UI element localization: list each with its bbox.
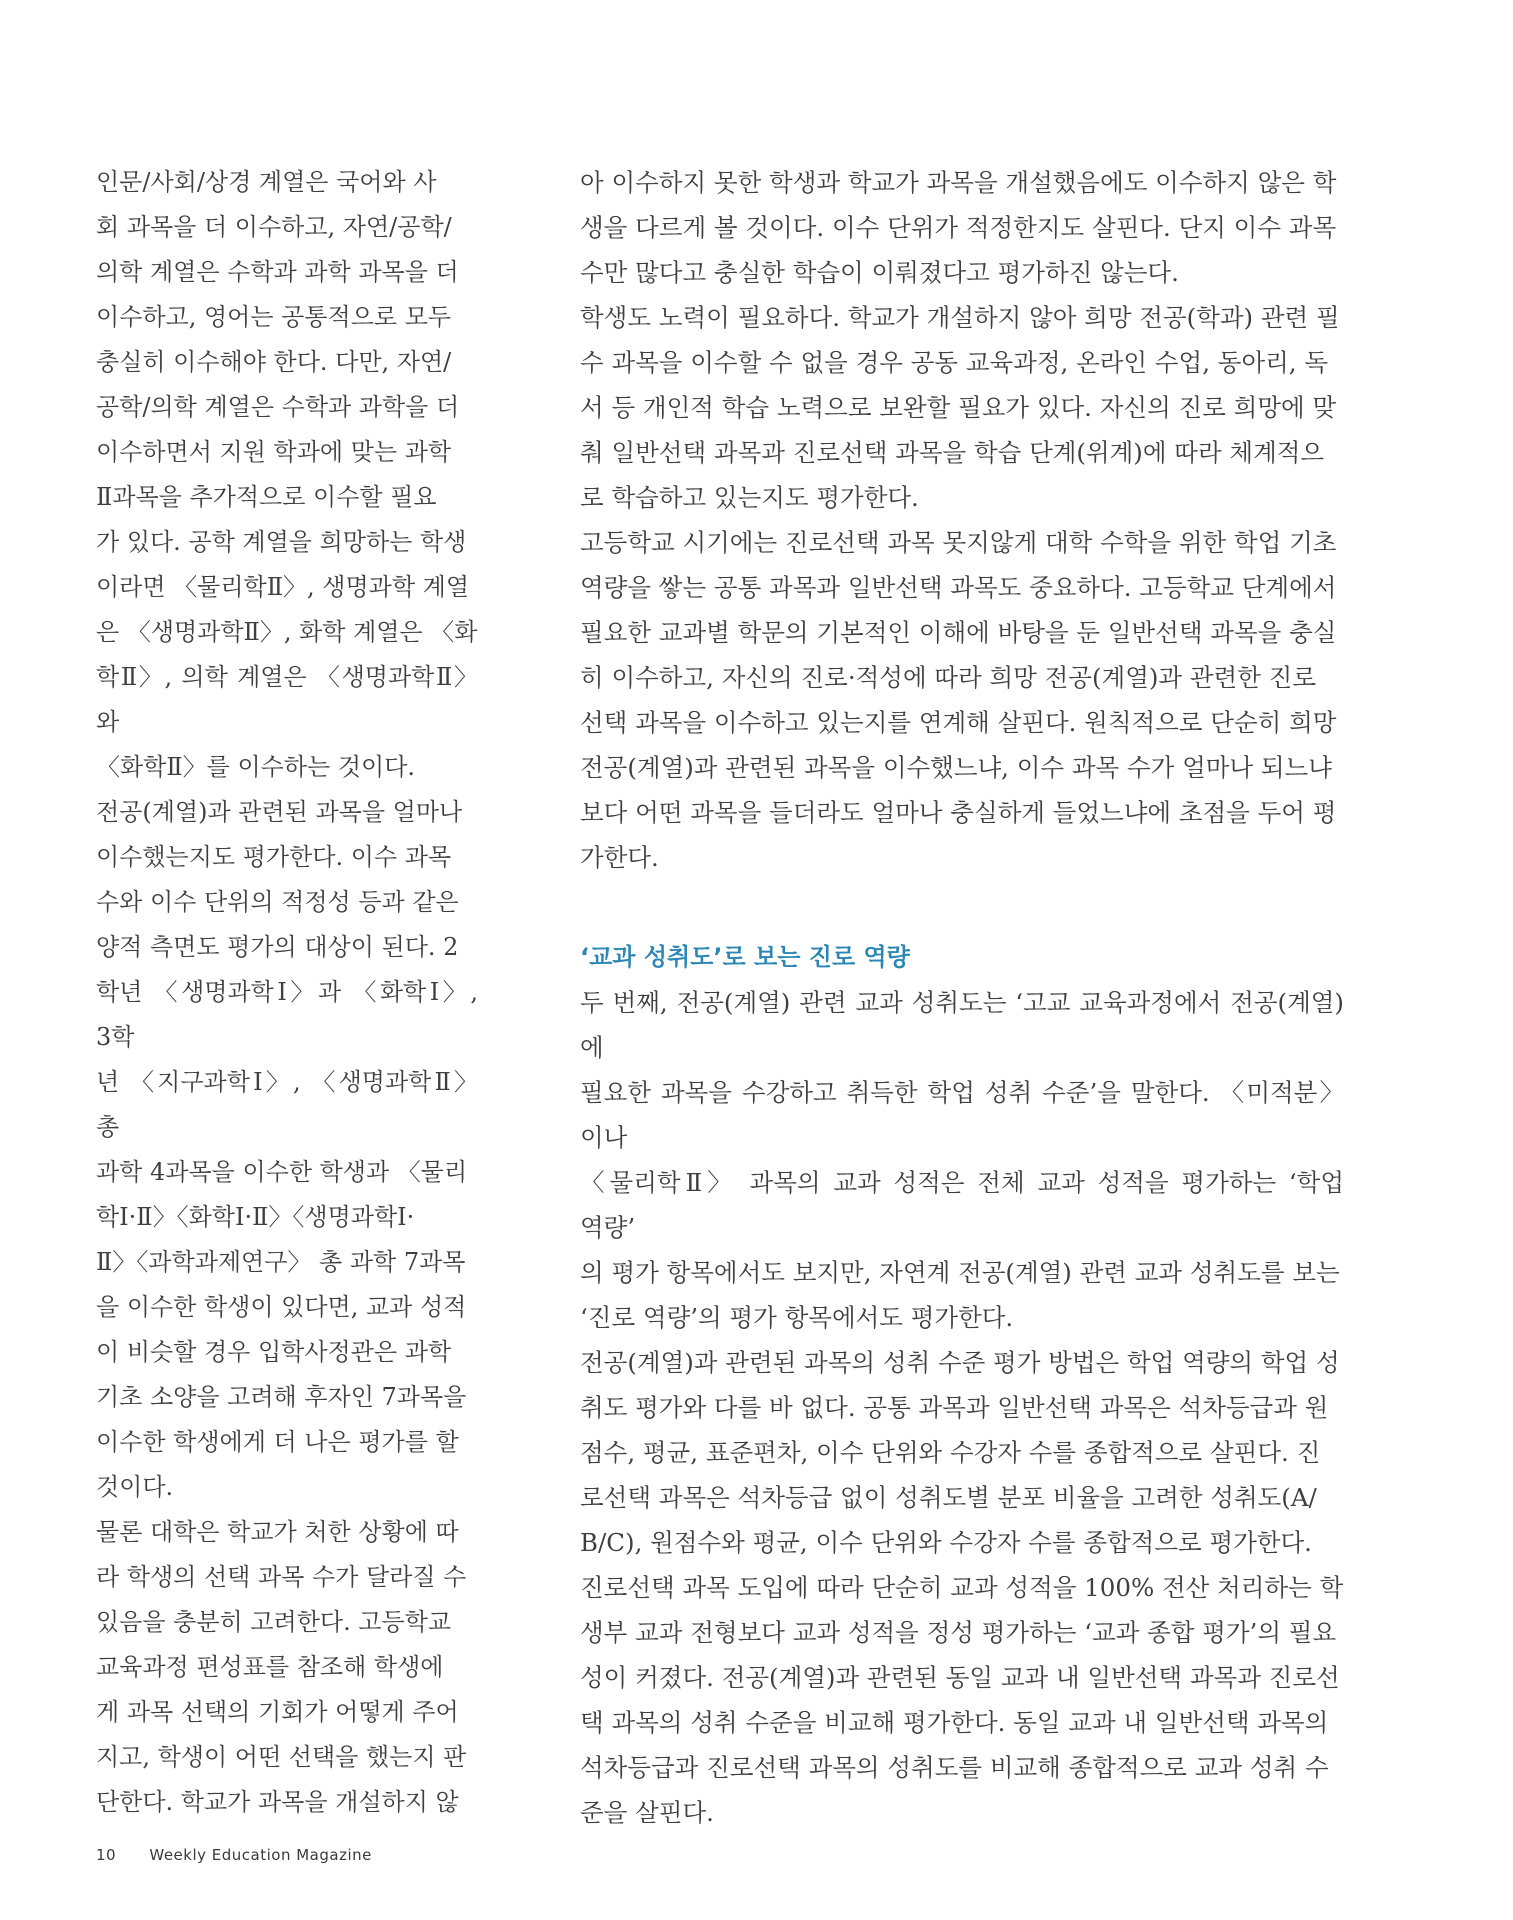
section-heading: ‘교과 성취도’로 보는 진로 역량 [580, 943, 910, 971]
body-paragraph: 전공(계열)과 관련된 과목을 얼마나 이수했는지도 평가한다. 이수 과목 수와 이수 단위의 적정성 등과 같은 양적 측면도 평가의 대상이 된다. 2 학년 〈생명과학Ⅰ〉과 〈화학Ⅰ〉, 3학 년 〈지구과학Ⅰ〉, 〈생명과학Ⅱ〉 총 과학 4과목을 이수한 학생과 〈물리 학Ⅰ·Ⅱ〉〈화학Ⅰ·Ⅱ〉〈생명과학Ⅰ· Ⅱ〉〈과학과제연구〉 총 과학 7과목 을 이수한 학생이 있다면, 교과 성적 이 비슷할 경우 입학사정관은 과학 기초 소양을 고려해 후자인 7과목을 이수한 학생에게 더 나은 평가를 할 것이다. [96, 798, 478, 1501]
body-paragraph: 전공(계열)과 관련된 과목의 성취 수준 평가 방법은 학업 역량의 학업 성 취도 평가와 다를 바 없다. 공통 과목과 일반선택 과목은 석차등급과 원 점수, 평균, 표준편차, 이수 단위와 수강자 수를 종합적으로 살핀다. 진 로선택 과목은 석차등급 없이 성취도별 분포 비율을 고려한 성취도(A/ B/C), 원점수와 평균, 이수 단위와 수강자 수를 종합적으로 평가한다. [580, 1348, 1340, 1557]
page-number: 10 [96, 1846, 117, 1864]
body-paragraph: 아 이수하지 못한 학생과 학교가 과목을 개설했음에도 이수하지 않은 학 생을 다르게 볼 것이다. 이수 단위가 적정한지도 살핀다. 단지 이수 과목 수만 많다고 충실한 학습이 이뤄졌다고 평가하진 않는다. [580, 168, 1337, 287]
left-text-column [96, 160, 478, 1825]
body-paragraph: 두 번째, 전공(계열) 관련 교과 성취도는 ‘고교 교육과정에서 전공(계열)에 필요한 과목을 수강하고 취득한 학업 성취 수준’을 말한다. 〈미적분〉이나 〈물리학Ⅱ〉 과목의 교과 성적은 전체 교과 성적을 평가하는 ‘학업 역량’ 의 평가 항목에서도 보지만, 자연계 전공(계열) 관련 교과 성취도를 보는 ‘진로 역량’의 평가 항목에서도 평가한다. [580, 988, 1344, 1332]
body-paragraph: 인문/사회/상경 계열은 국어와 사 회 과목을 더 이수하고, 자연/공학/ 의학 계열은 수학과 과학 과목을 더 이수하고, 영어는 공통적으로 모두 충실히 이수해야 한다. 다만, 자연/ 공학/의학 계열은 수학과 과학을 더 이수하면서 지원 학과에 맞는 과학 Ⅱ과목을 추가적으로 이수할 필요 가 있다. 공학 계열을 희망하는 학생 이라면 〈물리학Ⅱ〉, 생명과학 계열 은 〈생명과학Ⅱ〉, 화학 계열은 〈화 학Ⅱ〉, 의학 계열은 〈생명과학Ⅱ〉와 〈화학Ⅱ〉를 이수하는 것이다. [96, 168, 478, 781]
magazine-name: Weekly Education Magazine [149, 1846, 372, 1864]
body-paragraph: 고등학교 시기에는 진로선택 과목 못지않게 대학 수학을 위한 학업 기초 역량을 쌓는 공통 과목과 일반선택 과목도 중요하다. 고등학교 단계에서 필요한 교과별 학문의 기본적인 이해에 바탕을 둔 일반선택 과목을 충실 히 이수하고, 자신의 진로·적성에 따라 희망 전공(계열)과 관련한 진로 선택 과목을 이수하고 있는지를 연계해 살핀다. 원칙적으로 단순히 희망 전공(계열)과 관련된 과목을 이수했느냐, 이수 과목 수가 얼마나 되느냐 보다 어떤 과목을 들더라도 얼마나 충실하게 들었느냐에 초점을 두어 평 가한다. [580, 528, 1337, 872]
page-footer [96, 1846, 372, 1864]
body-paragraph: 학생도 노력이 필요하다. 학교가 개설하지 않아 희망 전공(학과) 관련 필 수 과목을 이수할 수 없을 경우 공동 교육과정, 온라인 수업, 동아리, 독 서 등 개인적 학습 노력으로 보완할 필요가 있다. 자신의 진로 희망에 맞 춰 일반선택 과목과 진로선택 과목을 학습 단계(위계)에 따라 체계적으 로 학습하고 있는지도 평가한다. [580, 303, 1340, 512]
right-text-column [580, 160, 1344, 1835]
body-paragraph: 물론 대학은 학교가 처한 상황에 따 라 학생의 선택 과목 수가 달라질 수 있음을 충분히 고려한다. 고등학교 교육과정 편성표를 참조해 학생에 게 과목 선택의 기회가 어떻게 주어 지고, 학생이 어떤 선택을 했는지 판 단한다. 학교가 과목을 개설하지 않 [96, 1518, 467, 1816]
body-paragraph: 진로선택 과목 도입에 따라 단순히 교과 성적을 100% 전산 처리하는 학 생부 교과 전형보다 교과 성적을 정성 평가하는 ‘교과 종합 평가’의 필요 성이 커졌다. 전공(계열)과 관련된 동일 교과 내 일반선택 과목과 진로선 택 과목의 성취 수준을 비교해 평가한다. 동일 교과 내 일반선택 과목의 석차등급과 진로선택 과목의 성취도를 비교해 종합적으로 교과 성취 수 준을 살핀다. [580, 1573, 1344, 1827]
